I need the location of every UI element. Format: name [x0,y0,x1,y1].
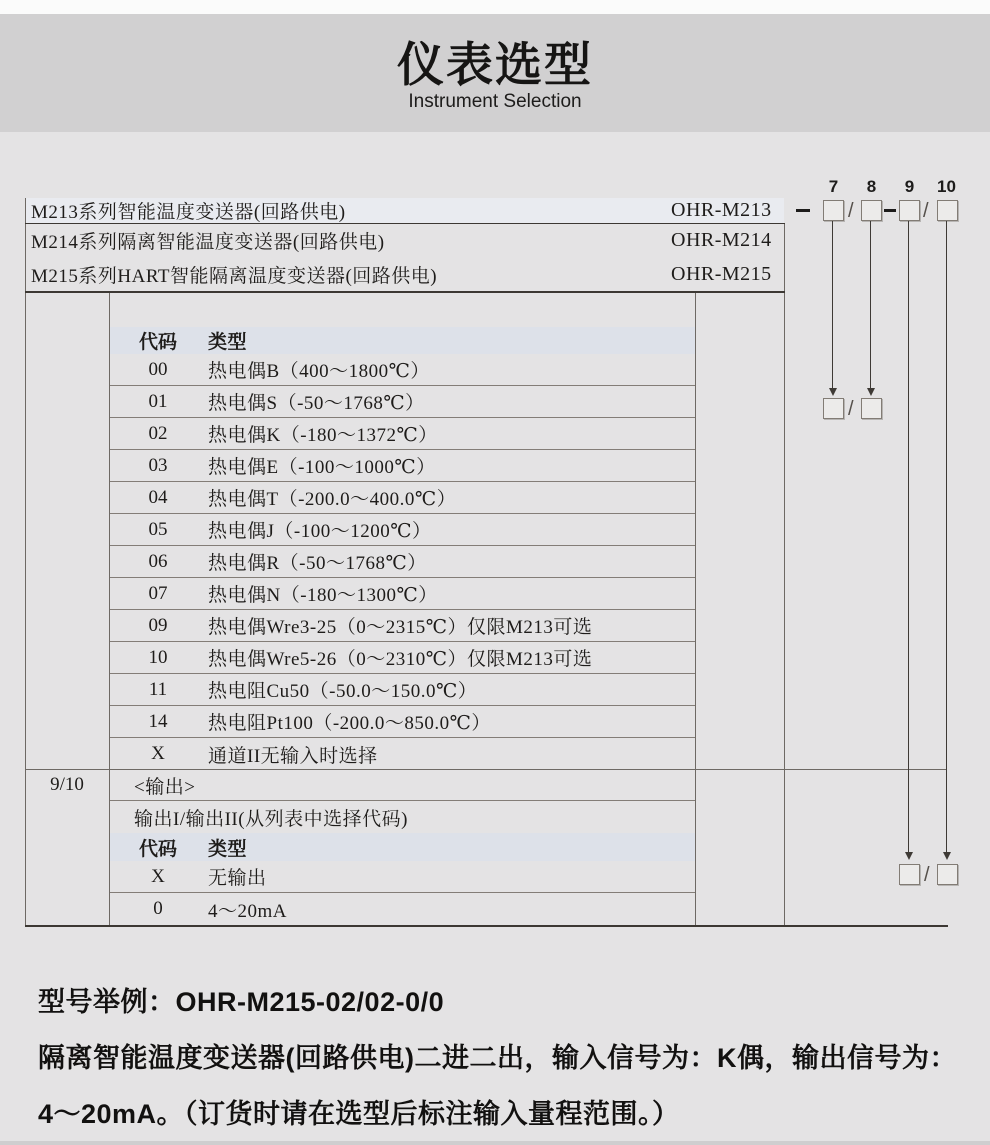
position-label-9-10: 9/10 [50,774,84,795]
slash-separator: / [923,200,929,222]
input-table-header [110,327,695,354]
code-cell: 02 [148,422,168,444]
type-column-header: 类型 [208,838,248,860]
table-row [110,514,695,546]
output-section-note-row [110,801,695,833]
code-cell: 03 [148,454,168,476]
example-description-line: 隔离智能温度变送器(回路供电)二进二出，输入信号为：K偶，输出信号为： [38,1043,957,1073]
input-code-box-8 [861,398,882,419]
type-cell: 无输出 [208,868,267,889]
output-table-rows [110,861,695,925]
input-code-box-7 [823,398,844,419]
table-row [110,354,695,386]
product-row-m214 [25,223,784,257]
output-section-title: <输出> [134,776,196,798]
product-model: OHR-M215 [671,262,772,285]
table-bottom-line [25,925,948,927]
pointer-line-7 [832,221,833,388]
position-number-7: 7 [828,177,839,196]
product-name: M213系列智能温度变送器(回路供电) [31,202,346,223]
type-cell: 热电偶Wre3-25（0～2315℃）仅限M213可选 [208,617,593,638]
table-row [110,578,695,610]
output-section-note: 输出I/输出II(从列表中选择代码) [134,808,408,830]
dash-separator [884,209,896,212]
code-cell: 10 [148,646,168,668]
type-cell: 热电阻Pt100（-200.0～850.0℃） [208,713,491,734]
product-name: M214系列隔离智能温度变送器(回路供电) [31,231,385,253]
table-row [110,482,695,514]
top-strip [0,0,990,14]
code-cell: X [151,865,165,887]
table-top-line [25,291,785,293]
slash-separator: / [848,398,854,420]
example-note-line: 4～20mA。（订货时请在选型后标注输入量程范围。） [38,1099,680,1129]
code-cell: 07 [148,582,168,604]
output-section-title-row [110,770,695,801]
code-box-9 [899,200,920,221]
title-band [0,14,990,132]
output-table-header [110,833,695,861]
table-row [110,674,695,706]
output-code-box-10 [937,864,958,885]
type-cell: 4～20mA [208,900,288,922]
arrowhead-8 [867,388,875,396]
code-box-8 [861,200,882,221]
table-row [110,610,695,642]
table-row [110,706,695,738]
slash-separator: / [848,200,854,222]
arrowhead-7 [829,388,837,396]
type-cell: 热电偶R（-50～1768℃） [208,553,427,574]
row1-underline [25,223,785,224]
code-cell: 11 [148,678,168,700]
table-row [110,418,695,450]
table-right-border [784,223,785,925]
code-cell: 09 [148,614,168,636]
pointer-line-8 [870,221,871,388]
product-model: OHR-M214 [671,228,772,251]
code-cell: 05 [148,518,168,540]
dash-separator [796,209,810,212]
type-cell: 通道II无输入时选择 [208,745,378,767]
code-cell: 14 [148,710,168,732]
example-model-line: 型号举例：OHR-M215-02/02-0/0 [38,987,445,1017]
output-code-box-9 [899,864,920,885]
type-cell: 热电阻Cu50（-50.0～150.0℃） [208,681,478,702]
arrowhead-10 [943,852,951,860]
table-row [110,546,695,578]
bottom-strip [0,1141,990,1145]
page-title: 仪表选型 [397,37,593,91]
page-subtitle: Instrument Selection [408,91,582,113]
table-row [110,642,695,674]
position-number-10: 10 [937,177,956,196]
type-cell: 热电偶S（-50～1768℃） [208,393,425,414]
code-cell: 0 [153,898,163,919]
product-model: OHR-M213 [671,199,772,221]
table-row [110,386,695,418]
code-cell: 04 [148,486,168,508]
table-row [110,450,695,482]
content-right-border [695,291,696,925]
type-cell: 热电偶Wre5-26（0～2310℃）仅限M213可选 [208,649,593,670]
table-left-border [25,198,26,925]
code-column-header: 代码 [138,332,177,353]
type-cell: 热电偶T（-200.0～400.0℃） [208,489,457,510]
pointer-line-9 [908,221,909,852]
slash-separator: / [924,864,930,886]
type-cell: 热电偶J（-100～1200℃） [208,521,432,542]
code-cell: X [151,743,165,764]
code-box-10 [937,200,958,221]
position-number-9: 9 [904,177,915,196]
product-row-m215 [25,257,784,291]
code-column-header: 代码 [138,838,177,860]
input-table-rows [110,354,695,770]
code-cell: 01 [148,390,168,412]
code-cell: 00 [148,358,168,380]
pointer-line-10 [946,221,947,852]
type-column-header: 类型 [208,332,248,353]
code-cell: 06 [148,550,168,572]
type-cell: 热电偶N（-180～1300℃） [208,585,438,606]
type-cell: 热电偶K（-180～1372℃） [208,425,438,446]
table-row [110,861,695,893]
type-cell: 热电偶E（-100～1000℃） [208,457,436,478]
table-row [110,738,695,770]
position-number-8: 8 [866,177,877,196]
product-row-m213 [25,198,784,223]
product-name: M215系列HART智能隔离温度变送器(回路供电) [31,265,438,287]
table-row [110,893,695,925]
code-box-7 [823,200,844,221]
arrowhead-9 [905,852,913,860]
type-cell: 热电偶B（400～1800℃） [208,361,430,382]
